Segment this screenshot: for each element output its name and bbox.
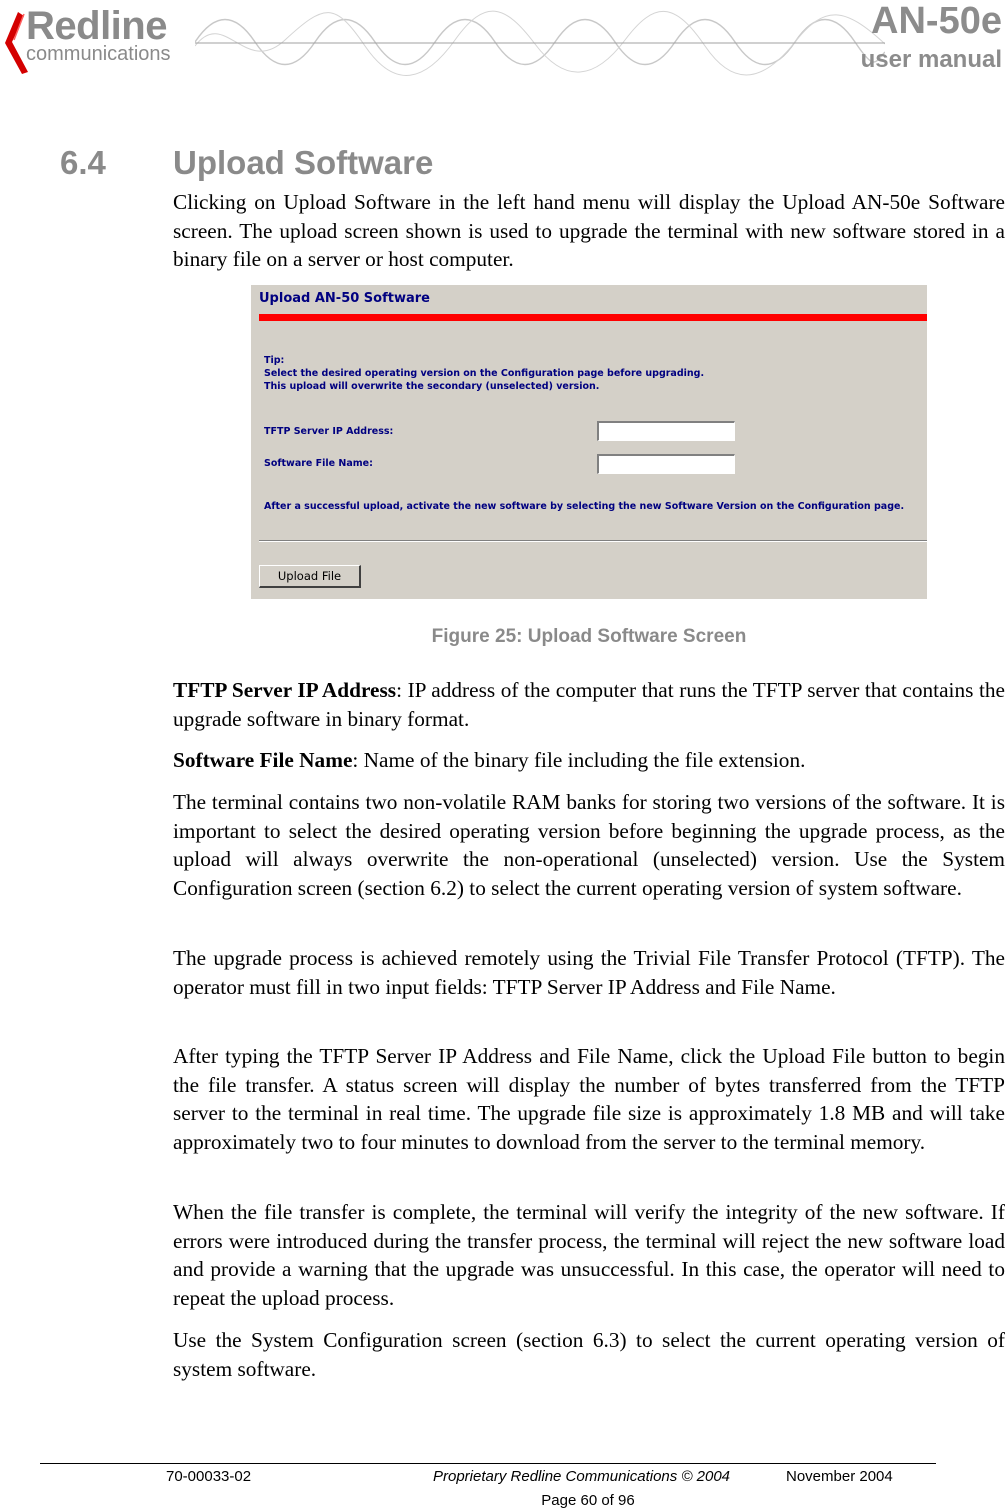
definition-term: Software File Name — [173, 748, 353, 772]
upload-file-button[interactable]: Upload File — [259, 565, 361, 588]
definition-file-name — [173, 746, 1005, 775]
page-header — [0, 0, 1008, 80]
paragraph-tftp-process: The upgrade process is achieved remotely using the Trivial File Transfer Protocol (TFTP). The operator must fill in two input fields: TFTP Server IP Address and File Name. — [173, 946, 1005, 999]
section-number: 6.4 — [60, 144, 106, 181]
footer-divider — [40, 1463, 936, 1464]
upload-software-screenshot — [251, 285, 927, 599]
figure-screen-title: Upload AN-50 Software — [259, 291, 430, 306]
section-title: Upload Software — [173, 144, 434, 181]
definition-term: TFTP Server IP Address — [173, 678, 397, 702]
figure-tip — [264, 354, 704, 393]
definition-tftp — [173, 676, 1005, 733]
software-file-label: Software File Name: — [264, 458, 373, 469]
definition-text: : Name of the binary file including the file extension. — [352, 748, 806, 772]
paragraph-ram-banks: The terminal contains two non-volatile RAM banks for storing two versions of the software. It is important to select the desired operating version before beginning the upgrade process, as the upload will always overwrite the non-operational (unselected) version. Use the System Configuration screen (section 6.2) to select the current operating version of system software. — [173, 790, 1005, 900]
footer-doc-number: 70-00033-02 — [166, 1468, 252, 1485]
figure-note: After a successful upload, activate the new software by selecting the new Software Version on the Configuration page. — [264, 501, 905, 512]
software-file-input[interactable] — [597, 454, 735, 474]
footer-date: November 2004 — [786, 1468, 893, 1485]
waveform-decoration — [195, 2, 885, 80]
definition-text: : IP address of the computer that runs the TFTP server that contains the upgrade software in binary format. — [173, 678, 1005, 731]
tftp-server-label: TFTP Server IP Address: — [264, 426, 394, 437]
brand-name: Redline — [26, 4, 167, 48]
figure-tip-line: Tip: — [264, 355, 285, 366]
doc-type: user manual — [860, 46, 1002, 73]
paragraph-verification: When the file transfer is complete, the terminal will verify the integrity of the new software. If errors were introduced during the transfer process, the terminal will reject the new software load and provide a warning that the upgrade was unsuccessful. In this case, the operator will need to repeat the upload process. — [173, 1200, 1005, 1310]
product-name: AN-50e — [871, 0, 1002, 42]
footer-proprietary: Proprietary Redline Communications © 2004 — [433, 1468, 731, 1485]
paragraph-system-config: Use the System Configuration screen (section 6.3) to select the current operating version of system software. — [173, 1328, 1005, 1381]
figure-caption: Figure 25: Upload Software Screen — [431, 626, 747, 647]
figure-tip-line: This upload will overwrite the secondary (unselected) version. — [264, 381, 600, 392]
paragraph-upload-steps: After typing the TFTP Server IP Address and File Name, click the Upload File button to begin the file transfer. A status screen will display the number of bytes transferred from the TFTP server to the terminal in real time. The upgrade file size is approximately 1.8 MB and will take approximately two to four minutes to download from the server to the terminal memory. — [173, 1044, 1005, 1154]
footer-page-number: Page 60 of 96 — [541, 1492, 635, 1509]
figure-title-bar — [259, 314, 927, 321]
intro-paragraph: Clicking on Upload Software in the left hand menu will display the Upload AN-50e Software screen. The upload screen shown is used to upgrade the terminal with new software stored in a binary file on a server or host computer. — [173, 190, 1005, 272]
brand-subtitle: communications — [26, 43, 171, 65]
figure-tip-line: Select the desired operating version on the Configuration page before upgrading. — [264, 368, 705, 379]
tftp-server-input[interactable] — [597, 421, 735, 441]
figure-divider — [259, 540, 927, 542]
